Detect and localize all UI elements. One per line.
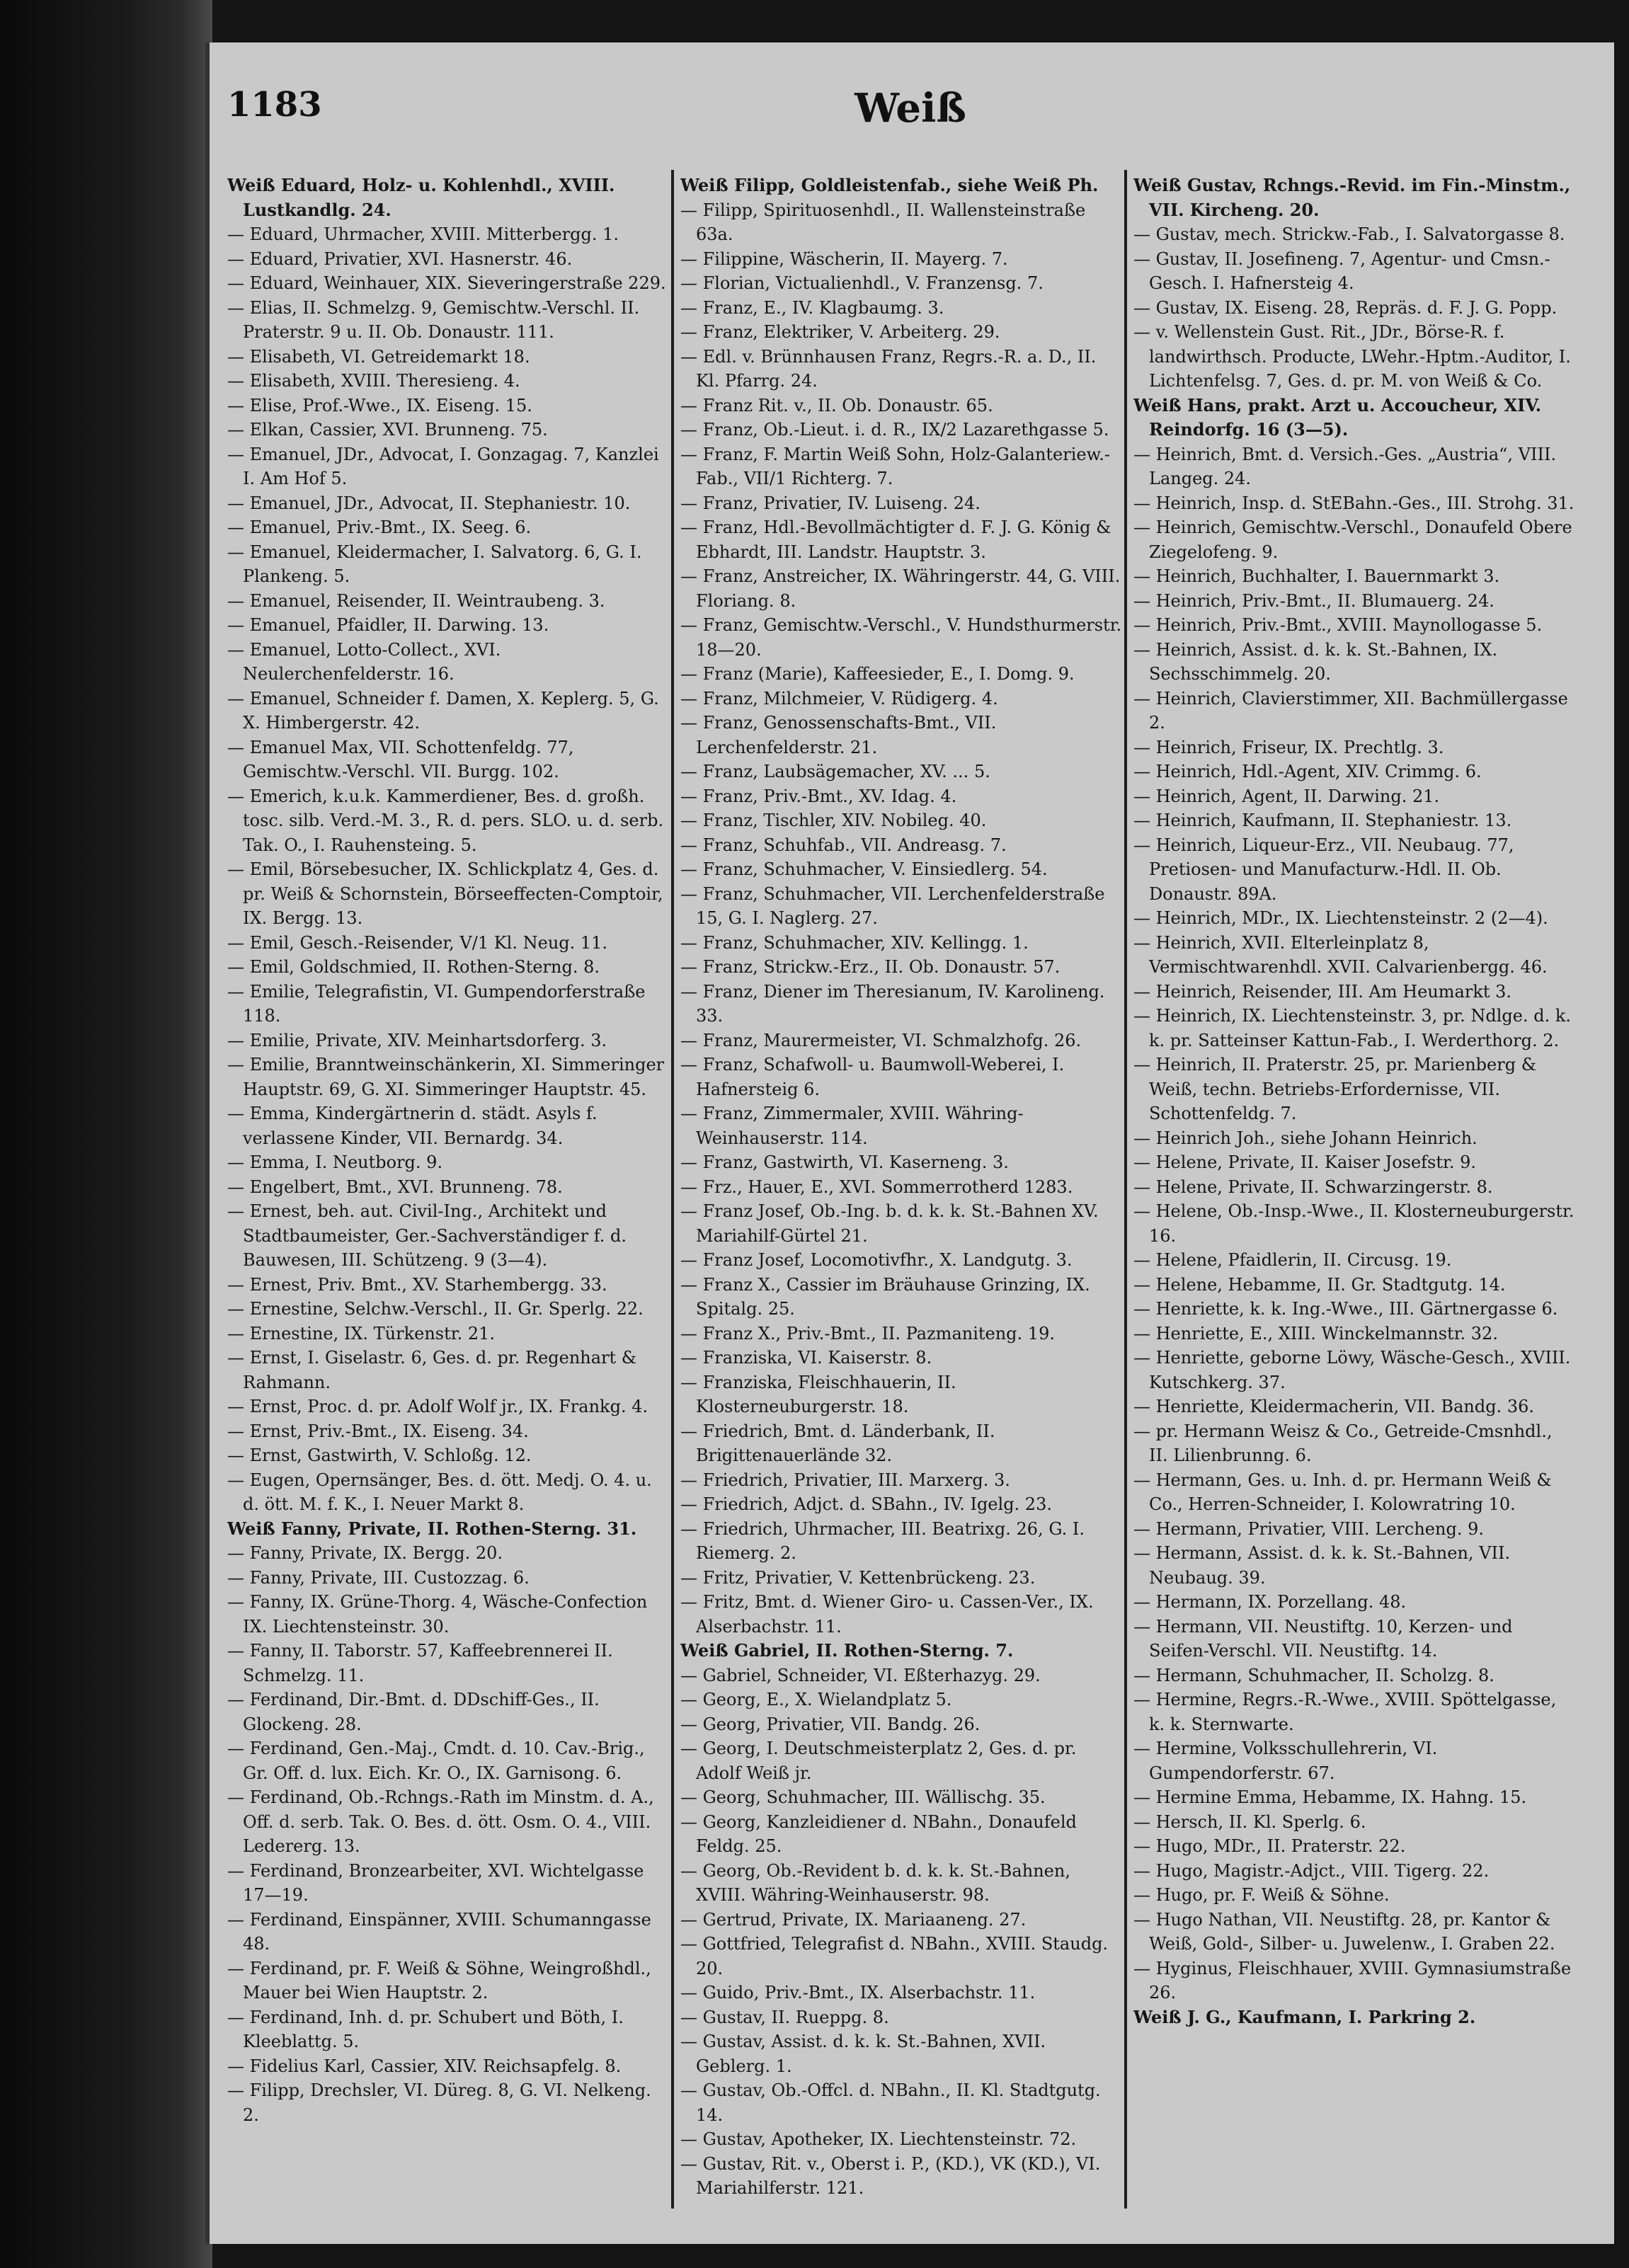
directory-entry: — Gustav, mech. Strickw.-Fab., I. Salvatorgasse 8. — [1133, 224, 1565, 244]
directory-entry: — Heinrich, Priv.-Bmt., II. Blumauerg. 24. — [1133, 590, 1494, 611]
directory-entry: — Franz, Diener im Theresianum, IV. Karolineng. 33. — [680, 981, 1105, 1026]
directory-entry: — Franz X., Priv.-Bmt., II. Pazmaniteng. 19. — [680, 1323, 1055, 1344]
directory-entry: — Heinrich, Bmt. d. Versich.-Ges. „Austria“, VIII. Langeg. 24. — [1133, 444, 1557, 488]
directory-entry: — Emanuel, Kleidermacher, I. Salvatorg. 6, G. I. Plankeng. 5. — [227, 542, 642, 586]
directory-entry: — Ernestine, Selchw.-Verschl., II. Gr. Sperlg. 22. — [227, 1299, 644, 1319]
book-spine — [0, 0, 212, 2268]
directory-entry: — Filipp, Spirituosenhdl., II. Wallensteinstraße 63a. — [680, 200, 1086, 244]
directory-entry: — Filippine, Wäscherin, II. Mayerg. 7. — [680, 248, 1008, 269]
directory-entry: Weiß Hans, prakt. Arzt u. Accoucheur, XIV. Reindorfg. 16 (3—5). — [1133, 394, 1542, 440]
directory-entry: — Friedrich, Uhrmacher, III. Beatrixg. 26, G. I. Riemerg. 2. — [680, 1518, 1085, 1563]
directory-entry: — Franz, Genossenschafts-Bmt., VII. Lerchenfelderstr. 21. — [680, 713, 997, 757]
directory-entry: — Friedrich, Privatier, III. Marxerg. 3. — [680, 1470, 1010, 1490]
directory-entry: — Franz, Schuhmacher, XIV. Kellingg. 1. — [680, 932, 1029, 953]
directory-entry: — Emanuel Max, VII. Schottenfeldg. 77, Gemischtw.-Verschl. VII. Burgg. 102. — [227, 737, 574, 781]
column-middle — [680, 173, 1123, 2212]
directory-entry: — Ernest, Priv. Bmt., XV. Starhembergg. 33. — [227, 1274, 607, 1295]
directory-entry: — Franz, Laubsägemacher, XV. ... 5. — [680, 762, 990, 781]
directory-entry: — Ferdinand, Inh. d. pr. Schubert und Böth, I. Kleeblattg. 5. — [227, 2007, 624, 2051]
directory-entry: — Emanuel, Schneider f. Damen, X. Keplerg. 5, G. X. Himbergerstr. 42. — [227, 688, 659, 733]
directory-entry: — Franz, Ob.-Lieut. i. d. R., IX/2 Lazarethgasse 5. — [680, 420, 1109, 440]
directory-entry: — Georg, E., X. Wielandplatz 5. — [680, 1690, 952, 1709]
directory-entry: — Heinrich, Insp. d. StEBahn.-Ges., III. Strohg. 31. — [1133, 493, 1574, 513]
directory-entry: — Franz, Hdl.-Bevollmächtigter d. F. J. G. König & Ebhardt, III. Landstr. Hauptstr. 3. — [680, 517, 1111, 562]
directory-entry: — Hermann, Assist. d. k. k. St.-Bahnen, VII. Neubaug. 39. — [1133, 1543, 1511, 1588]
directory-entry: — Heinrich, Liqueur-Erz., VII. Neubaug. 77, Pretiosen- und Manufacturw.-Hdl. II. Ob. Donaustr. 89A. — [1133, 835, 1514, 904]
directory-entry: — Franz, Schuhmacher, VII. Lerchenfelderstraße 15, G. I. Naglerg. 27. — [680, 883, 1105, 928]
directory-entry: — Gustav, Rit. v., Oberst i. P., (KD.), VK (KD.), VI. Mariahilferstr. 121. — [680, 2153, 1101, 2198]
directory-entry: — Helene, Private, II. Schwarzingerstr. 8. — [1133, 1176, 1493, 1197]
directory-entry: — Franz, E., IV. Klagbaumg. 3. — [680, 297, 944, 318]
directory-entry: — Franz, Anstreicher, IX. Währingerstr. 44, G. VIII. Floriang. 8. — [680, 566, 1121, 611]
directory-entry: — Georg, Privatier, VII. Bandg. 26. — [680, 1714, 981, 1734]
directory-entry: — Heinrich, Hdl.-Agent, XIV. Crimmg. 6. — [1133, 762, 1482, 781]
directory-entry: — Ernst, Gastwirth, V. Schloßg. 12. — [227, 1445, 532, 1465]
directory-entry: Weiß Fanny, Private, II. Rothen-Sterng. 31. — [227, 1518, 637, 1539]
page-header — [227, 85, 1594, 149]
directory-entry: — Heinrich, Buchhalter, I. Bauernmarkt 3. — [1133, 566, 1500, 586]
directory-entry: — Elkan, Cassier, XVI. Brunneng. 75. — [227, 420, 548, 440]
directory-entry: — Ferdinand, Bronzearbeiter, XVI. Wichtelgasse 17—19. — [227, 1860, 644, 1905]
directory-entry: — Emil, Börsebesucher, IX. Schlickplatz 4, Ges. d. pr. Weiß & Schornstein, Börseeffecten-Comptoir, IX. Bergg. 13. — [227, 859, 663, 928]
column-left — [227, 173, 670, 2212]
directory-entry: — Gustav, Ob.-Offcl. d. NBahn., II. Kl. Stadtgutg. 14. — [680, 2080, 1101, 2125]
directory-entry: — Heinrich, Assist. d. k. k. St.-Bahnen, IX. Sechsschimmelg. 20. — [1133, 639, 1498, 684]
directory-entry: — Hugo, MDr., II. Praterstr. 22. — [1133, 1836, 1406, 1856]
directory-entry: — Emilie, Private, XIV. Meinhartsdorferg. 3. — [227, 1030, 607, 1050]
directory-entry: — Franz, Gemischtw.-Verschl., V. Hundsthurmerstr. 18—20. — [680, 615, 1122, 660]
directory-entry: — Filipp, Drechsler, VI. Düreg. 8, G. VI. Nelkeng. 2. — [227, 2080, 651, 2125]
directory-entry: — Ernst, I. Giselastr. 6, Ges. d. pr. Regenhart & Rahmann. — [227, 1348, 637, 1392]
directory-entry: — Georg, Schuhmacher, III. Wällischg. 35. — [680, 1787, 1046, 1807]
directory-entry: — Eugen, Opernsänger, Bes. d. ött. Medj. O. 4. u. d. ött. M. f. K., I. Neuer Markt 8. — [227, 1470, 652, 1514]
directory-entry: — Emanuel, JDr., Advocat, II. Stephaniestr. 10. — [227, 493, 631, 513]
directory-entry: — Henriette, geborne Löwy, Wäsche-Gesch., XVIII. Kutschkerg. 37. — [1133, 1348, 1571, 1392]
directory-entry: — Gustav, IX. Eiseng. 28, Repräs. d. F. J. G. Popp. — [1133, 297, 1557, 318]
directory-entry: — Heinrich, Priv.-Bmt., XVIII. Maynollogasse 5. — [1133, 615, 1543, 635]
directory-entry: — Heinrich, MDr., IX. Liechtensteinstr. 2 (2—4). — [1133, 908, 1548, 928]
directory-entry: — Ernest, beh. aut. Civil-Ing., Architekt und Stadtbaumeister, Ger.-Sachverständiger f. d. Bauwesen, III. Schützeng. 9 (3—4). — [227, 1201, 627, 1270]
directory-entry: Weiß Gabriel, II. Rothen-Sterng. 7. — [680, 1640, 1014, 1661]
directory-entry: — Elisabeth, XVIII. Theresieng. 4. — [227, 371, 520, 391]
directory-entry: — Franz Rit. v., II. Ob. Donaustr. 65. — [680, 395, 993, 416]
directory-entry: — Edl. v. Brünnhausen Franz, Regrs.-R. a. D., II. Kl. Pfarrg. 24. — [680, 346, 1097, 391]
directory-entry: Weiß Filipp, Goldleistenfab., siehe Weiß Ph. — [680, 175, 1099, 195]
running-head: Weiß — [854, 85, 966, 132]
directory-entry: — Eduard, Privatier, XVI. Hasnerstr. 46. — [227, 248, 573, 269]
directory-entry: — Emanuel, Reisender, II. Weintraubeng. 3. — [227, 590, 605, 611]
directory-entry: — Eduard, Weinhauer, XIX. Sieveringerstraße 229. — [227, 273, 666, 293]
directory-entry: — Franz, Strickw.-Erz., II. Ob. Donaustr. 57. — [680, 957, 1061, 977]
directory-entry: — Franz, Elektriker, V. Arbeiterg. 29. — [680, 322, 1000, 342]
directory-entry: — Georg, Ob.-Revident b. d. k. k. St.-Bahnen, XVIII. Währing-Weinhauserstr. 98. — [680, 1860, 1070, 1905]
directory-entry: — Emanuel, JDr., Advocat, I. Gonzagag. 7, Kanzlei I. Am Hof 5. — [227, 444, 659, 488]
column-right — [1133, 173, 1576, 2212]
directory-entry: — Franz, F. Martin Weiß Sohn, Holz-Galanteriew.-Fab., VII/1 Richterg. 7. — [680, 444, 1111, 488]
directory-entry: — Hermann, Privatier, VIII. Lercheng. 9. — [1133, 1518, 1484, 1539]
directory-entry: — Ferdinand, Ob.-Rchngs.-Rath im Minstm. d. A., Off. d. serb. Tak. O. Bes. d. ött. Osm. O. 4., VIII. Ledererg. 13. — [227, 1787, 654, 1856]
directory-entry: — Heinrich, Kaufmann, II. Stephaniestr. 13. — [1133, 811, 1512, 830]
directory-entry: — Emanuel, Lotto-Collect., XVI. Neulerchenfelderstr. 16. — [227, 639, 501, 684]
directory-entry: — Fanny, Private, IX. Bergg. 20. — [227, 1543, 503, 1563]
directory-entry: — Emilie, Telegrafistin, VI. Gumpendorferstraße 118. — [227, 981, 646, 1026]
directory-entry: — Frz., Hauer, E., XVI. Sommerrotherd 1283. — [680, 1176, 1073, 1197]
column-rule — [671, 170, 674, 2209]
directory-entry: — Hermann, IX. Porzellang. 48. — [1133, 1592, 1407, 1612]
directory-entry: — v. Wellenstein Gust. Rit., JDr., Börse-R. f. landwirthsch. Producte, LWehr.-Hptm.-Auditor, I. Lichtenfelsg. 7, Ges. d. pr. M. von Weiß & Co. — [1133, 322, 1571, 391]
directory-entry: — Engelbert, Bmt., XVI. Brunneng. 78. — [227, 1176, 563, 1197]
directory-entry: — Franz, Zimmermaler, XVIII. Währing-Weinhauserstr. 114. — [680, 1104, 1024, 1148]
directory-entry: — Hersch, II. Kl. Sperlg. 6. — [1133, 1811, 1366, 1832]
directory-entry: — Georg, I. Deutschmeisterplatz 2, Ges. d. pr. Adolf Weiß jr. — [680, 1739, 1077, 1783]
directory-entry: — Franziska, VI. Kaiserstr. 8. — [680, 1348, 932, 1368]
directory-entry: — Emil, Gesch.-Reisender, V/1 Kl. Neug. 11. — [227, 932, 608, 953]
directory-entry: — Florian, Victualienhdl., V. Franzensg. 7. — [680, 273, 1044, 293]
directory-entry: — Hugo, pr. F. Weiß & Söhne. — [1133, 1885, 1390, 1905]
directory-entry: — Friedrich, Adjct. d. SBahn., IV. Igelg. 23. — [680, 1494, 1052, 1514]
directory-entry: — Hermine, Regrs.-R.-Wwe., XVIII. Spöttelgasse, k. k. Sternwarte. — [1133, 1690, 1557, 1734]
directory-entry: — Ferdinand, Dir.-Bmt. d. DDschiff-Ges., II. Glockeng. 28. — [227, 1690, 600, 1734]
directory-entry: — Gertrud, Private, IX. Mariaaneng. 27. — [680, 1909, 1027, 1930]
directory-entry: — Emanuel, Pfaidler, II. Darwing. 13. — [227, 615, 549, 635]
directory-entry: — Guido, Priv.-Bmt., IX. Alserbachstr. 11. — [680, 1983, 1036, 2003]
directory-entry: — Elisabeth, VI. Getreidemarkt 18. — [227, 346, 530, 367]
directory-entry: — Emma, Kindergärtnerin d. städt. Asyls f. verlassene Kinder, VII. Bernardg. 34. — [227, 1104, 598, 1148]
directory-entry: — Emilie, Branntweinschänkerin, XI. Simmeringer Hauptstr. 69, G. XI. Simmeringer Hauptstr. 45. — [227, 1055, 665, 1099]
directory-entry: — Emma, I. Neutborg. 9. — [227, 1152, 443, 1172]
directory-entry: — Friedrich, Bmt. d. Länderbank, II. Brigittenauerlände 32. — [680, 1421, 995, 1465]
directory-entry: — Gustav, II. Rueppg. 8. — [680, 2007, 889, 2027]
directory-entry: — Franz Josef, Ob.-Ing. b. d. k. k. St.-Bahnen XV. Mariahilf-Gürtel 21. — [680, 1201, 1099, 1246]
directory-entry: — Heinrich, Friseur, IX. Prechtlg. 3. — [1133, 737, 1444, 757]
directory-entry: — Gabriel, Schneider, VI. Eßterhazyg. 29. — [680, 1665, 1041, 1685]
directory-entry: — Ernst, Proc. d. pr. Adolf Wolf jr., IX. Frankg. 4. — [227, 1397, 648, 1416]
directory-entry: — Franz, Milchmeier, V. Rüdigerg. 4. — [680, 688, 998, 709]
directory-entry: — Henriette, k. k. Ing.-Wwe., III. Gärtnergasse 6. — [1133, 1299, 1558, 1319]
directory-entry: — Heinrich, IX. Liechtensteinstr. 3, pr. Ndlge. d. k. k. pr. Satteinser Kattun-Fab., I. Werderthorg. 2. — [1133, 1006, 1572, 1050]
directory-entry: — Heinrich, Clavierstimmer, XII. Bachmüllergasse 2. — [1133, 688, 1568, 733]
directory-entry: — Heinrich, II. Praterstr. 25, pr. Marienberg & Weiß, techn. Betriebs-Erfordernisse, VII. Schottenfeldg. 7. — [1133, 1055, 1537, 1123]
directory-entry: Weiß Eduard, Holz- u. Kohlenhdl., XVIII. Lustkandlg. 24. — [227, 175, 615, 220]
directory-entry: — Elise, Prof.-Wwe., IX. Eiseng. 15. — [227, 395, 532, 416]
directory-entry: — Heinrich, XVII. Elterleinplatz 8, Vermischtwarenhdl. XVII. Calvarienbergg. 46. — [1133, 932, 1548, 977]
directory-entry: — Fidelius Karl, Cassier, XIV. Reichsapfelg. 8. — [227, 2056, 622, 2076]
directory-entry: — Gustav, II. Josefineng. 7, Agentur- und Cmsn.-Gesch. I. Hafnersteig 4. — [1133, 248, 1550, 293]
directory-entry: — Hermann, VII. Neustiftg. 10, Kerzen- und Seifen-Verschl. VII. Neustiftg. 14. — [1133, 1616, 1513, 1661]
directory-entry: — Heinrich, Reisender, III. Am Heumarkt 3. — [1133, 981, 1512, 1002]
directory-entry: — Ferdinand, pr. F. Weiß & Söhne, Weingroßhdl., Mauer bei Wien Hauptstr. 2. — [227, 1958, 651, 2003]
directory-entry: Weiß J. G., Kaufmann, I. Parkring 2. — [1133, 2006, 1476, 2027]
directory-entry: — Franz, Privatier, IV. Luiseng. 24. — [680, 493, 981, 513]
directory-entry: — Heinrich, Gemischtw.-Verschl., Donaufeld Obere Ziegelofeng. 9. — [1133, 517, 1572, 562]
directory-entry: — Franz (Marie), Kaffeesieder, E., I. Domg. 9. — [680, 664, 1075, 684]
directory-entry: — Franz, Tischler, XIV. Nobileg. 40. — [680, 811, 987, 830]
directory-entry: — Franz, Schafwoll- u. Baumwoll-Weberei, I. Hafnersteig 6. — [680, 1055, 1065, 1099]
directory-entry: — Franz, Gastwirth, VI. Kaserneng. 3. — [680, 1152, 1009, 1172]
directory-entry: — Hermine Emma, Hebamme, IX. Hahng. 15. — [1133, 1787, 1527, 1807]
directory-entry: — Emerich, k.u.k. Kammerdiener, Bes. d. großh. tosc. silb. Verd.-M. 3., R. d. pers. SLO. u. d. serb. Tak. O., I. Rauhensteing. 5. — [227, 786, 664, 855]
directory-entry: — Eduard, Uhrmacher, XVIII. Mitterbergg. 1. — [227, 224, 619, 244]
directory-entry: — Franz, Schuhfab., VII. Andreasg. 7. — [680, 835, 1007, 855]
directory-entry: — Helene, Hebamme, II. Gr. Stadtgutg. 14. — [1133, 1274, 1506, 1295]
directory-entry: — Ernestine, IX. Türkenstr. 21. — [227, 1323, 496, 1344]
directory-entry: — Hyginus, Fleischhauer, XVIII. Gymnasiumstraße 26. — [1133, 1958, 1572, 2003]
directory-entry: — Hugo Nathan, VII. Neustiftg. 28, pr. Kantor & Weiß, Gold-, Silber- u. Juwelenw., I. Graben 22. — [1133, 1909, 1555, 1954]
directory-entry: — Hermine, Volksschullehrerin, VI. Gumpendorferstr. 67. — [1133, 1739, 1438, 1783]
directory-entry: — Fanny, IX. Grüne-Thorg. 4, Wäsche-Confection IX. Liechtensteinstr. 30. — [227, 1592, 648, 1637]
directory-entry: — Henriette, Kleidermacherin, VII. Bandg. 36. — [1133, 1397, 1534, 1416]
directory-entry: — Gottfried, Telegrafist d. NBahn., XVIII. Staudg. 20. — [680, 1934, 1109, 1978]
directory-entry: — Fritz, Privatier, V. Kettenbrückeng. 23. — [680, 1567, 1036, 1588]
directory-entry: — Georg, Kanzleidiener d. NBahn., Donaufeld Feldg. 25. — [680, 1811, 1077, 1856]
directory-entry: — Fanny, Private, III. Custozzag. 6. — [227, 1567, 530, 1588]
directory-entry: — Ferdinand, Gen.-Maj., Cmdt. d. 10. Cav.-Brig., Gr. Off. d. lux. Eich. Kr. O., IX. Garnisong. 6. — [227, 1739, 645, 1783]
directory-entry: Weiß Gustav, Rchngs.-Revid. im Fin.-Minstm., VII. Kircheng. 20. — [1133, 175, 1571, 220]
directory-entry: — Heinrich, Agent, II. Darwing. 21. — [1133, 786, 1440, 806]
directory-entry: — Ferdinand, Einspänner, XVIII. Schumanngasse 48. — [227, 1909, 651, 1954]
directory-entry: — Gustav, Assist. d. k. k. St.-Bahnen, XVII. Geblerg. 1. — [680, 2032, 1046, 2076]
directory-entry: — Ernst, Priv.-Bmt., IX. Eiseng. 34. — [227, 1421, 529, 1441]
column-rule — [1124, 170, 1127, 2209]
directory-entry: — Emil, Goldschmied, II. Rothen-Sterng. 8. — [227, 957, 600, 977]
directory-entry: — Fanny, II. Taborstr. 57, Kaffeebrennerei II. Schmelzg. 11. — [227, 1641, 613, 1685]
directory-entry: — Helene, Pfaidlerin, II. Circusg. 19. — [1133, 1250, 1452, 1270]
directory-entry: — Henriette, E., XIII. Winckelmannstr. 32. — [1133, 1323, 1498, 1344]
directory-entry: — Franz, Priv.-Bmt., XV. Idag. 4. — [680, 786, 957, 806]
directory-entry: — Helene, Private, II. Kaiser Josefstr. 9. — [1133, 1152, 1477, 1172]
directory-entry: — Franz X., Cassier im Bräuhause Grinzing, IX. Spitalg. 25. — [680, 1274, 1090, 1319]
directory-entry: — Emanuel, Priv.-Bmt., IX. Seeg. 6. — [227, 517, 532, 537]
directory-entry: — Elias, II. Schmelzg. 9, Gemischtw.-Verschl. II. Praterstr. 9 u. II. Ob. Donaustr. 111. — [227, 297, 640, 342]
directory-entry: — Hugo, Magistr.-Adjct., VIII. Tigerg. 22. — [1133, 1860, 1490, 1881]
page-number: 1183 — [227, 85, 322, 125]
directory-entry: — Fritz, Bmt. d. Wiener Giro- u. Cassen-Ver., IX. Alserbachstr. 11. — [680, 1592, 1094, 1637]
directory-entry: — pr. Hermann Weisz & Co., Getreide-Cmsnhdl., II. Lilienbrunng. 6. — [1133, 1421, 1553, 1465]
directory-entry: — Heinrich Joh., siehe Johann Heinrich. — [1133, 1128, 1477, 1148]
directory-entry: — Helene, Ob.-Insp.-Wwe., II. Klosterneuburgerstr. 16. — [1133, 1201, 1574, 1246]
directory-entry: — Franz, Maurermeister, VI. Schmalzhofg. 26. — [680, 1030, 1082, 1050]
directory-entry: — Franz Josef, Locomotivfhr., X. Landgutg. 3. — [680, 1250, 1073, 1270]
directory-entry: — Franziska, Fleischhauerin, II. Klosterneuburgerstr. 18. — [680, 1372, 956, 1416]
directory-entry: — Hermann, Schuhmacher, II. Scholzg. 8. — [1133, 1665, 1494, 1685]
directory-entry: — Gustav, Apotheker, IX. Liechtensteinstr. 72. — [680, 2129, 1077, 2149]
directory-page — [205, 42, 1614, 2244]
directory-entry: — Franz, Schuhmacher, V. Einsiedlerg. 54. — [680, 859, 1048, 879]
directory-entry: — Hermann, Ges. u. Inh. d. pr. Hermann Weiß & Co., Herren-Schneider, I. Kolowratring 10. — [1133, 1470, 1552, 1514]
